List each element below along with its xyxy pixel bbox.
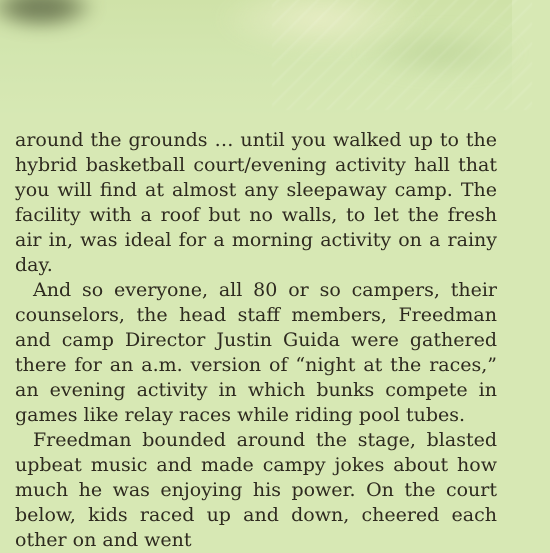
photo-texture — [272, 0, 532, 110]
paragraph-3: Freedman bounded around the stage, blasted upbeat music and made campy jokes about how much he was enjoying his power. On the court below, kids raced up and down, cheered each other on and went — [15, 429, 497, 551]
article-body — [15, 128, 497, 551]
photo-shadow-blur — [0, 0, 116, 38]
header-photo — [0, 0, 512, 118]
paragraph-2: And so everyone, all 80 or so campers, their counselors, the head staff members, Freedman and camp Director Justin Guida were gathered there for an a.m. version of “night at the races,” an evening activity in which bunks compete in games like relay races while riding pool tubes. — [15, 279, 497, 426]
paragraph-1: around the grounds … until you walked up to the hybrid basketball court/evening activity hall that you will find at almost any sleepaway camp. The facility with a roof but no walls, to let the fresh air in, was ideal for a morning activity on a rainy day. — [15, 129, 497, 276]
